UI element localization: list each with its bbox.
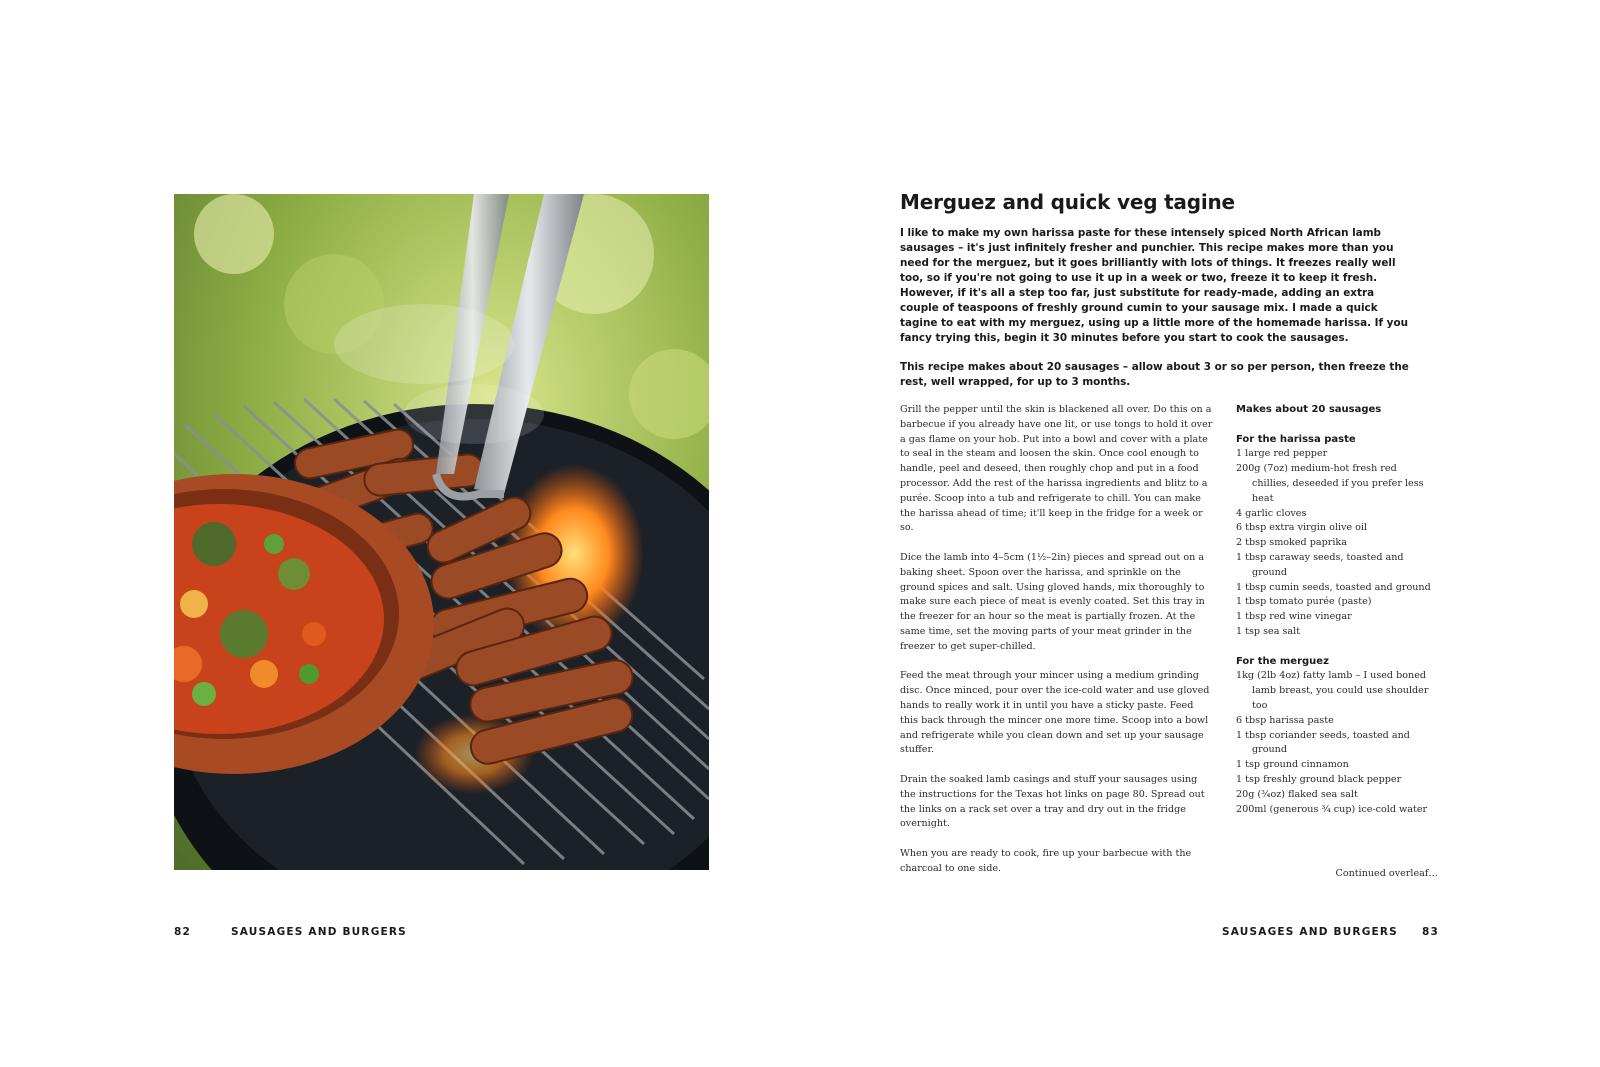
ingredient-item: 1 tbsp red wine vinegar	[1236, 611, 1352, 623]
right-running-head: SAUSAGES AND BURGERS	[1222, 926, 1398, 938]
recipe-yield-note: This recipe makes about 20 sausages – allow about 3 or so per person, then freeze the rest, well wrapped, for up to 3 months.	[900, 361, 1409, 388]
ingredient-item: 1 tbsp tomato purée (paste)	[1236, 596, 1372, 608]
ingredient-item: 1 tsp ground cinnamon	[1236, 759, 1349, 771]
grill-illustration	[174, 194, 709, 870]
left-page-number: 82	[174, 926, 192, 938]
ingredient-item: 1 tbsp caraway seeds, toasted and ground	[1236, 551, 1404, 578]
ingredient-item: 1 tsp sea salt	[1236, 625, 1301, 637]
ingredients-column	[1236, 403, 1436, 891]
ingredient-item: 200g (7oz) medium-hot fresh red chillies, deseeded if you prefer less heat	[1236, 463, 1424, 504]
continued-note: Continued overleaf…	[1335, 868, 1438, 879]
recipe-title: Merguez and quick veg tagine	[900, 190, 1235, 214]
method-step: Feed the meat through your mincer using a medium grinding disc. Once minced, pour over the ice-cold water and use gloved hands to really work it in until you have a sticky paste. Feed this back through the mincer one more time. Scoop into a bowl and refrigerate while you clean down and set up your sausage stuffer.	[900, 670, 1210, 756]
method-step: Grill the pepper until the skin is blackened all over. Do this on a barbecue if you already have one lit, or use tongs to hold it over a gas flame on your hob. Put into a bowl and cover with a plate to seal in the steam and loosen the skin. Once cool enough to handle, peel and deseed, then roughly chop and put in a food processor. Add the rest of the harissa ingredients and blitz to a purée. Scoop into a tub and refrigerate to chill. You can make the harissa ahead of time; it'll keep in the fridge for a week or so.	[900, 404, 1213, 534]
merguez-ingredients	[1236, 669, 1436, 817]
ingredient-item: 6 tbsp harissa paste	[1236, 714, 1334, 726]
method-column	[900, 403, 1214, 891]
makes-heading: Makes about 20 sausages	[1236, 404, 1382, 415]
harissa-ingredients	[1236, 447, 1436, 639]
ingredient-item: 2 tbsp smoked paprika	[1236, 537, 1347, 549]
ingredient-item: 1 tsp freshly ground black pepper	[1236, 773, 1402, 785]
right-page-number: 83	[1422, 926, 1440, 938]
merguez-heading: For the merguez	[1236, 655, 1329, 667]
grill-photo	[174, 194, 709, 870]
ingredient-item: 200ml (generous ¾ cup) ice-cold water	[1236, 803, 1428, 815]
ingredient-item: 4 garlic cloves	[1236, 507, 1307, 519]
ingredient-item: 1 large red pepper	[1236, 448, 1328, 460]
recipe-page	[900, 190, 1440, 891]
ingredient-item: 1kg (2lb 4oz) fatty lamb – I used boned lamb breast, you could use shoulder too	[1236, 670, 1429, 711]
harissa-heading: For the harissa paste	[1236, 433, 1356, 445]
ingredient-item: 20g (¾oz) flaked sea salt	[1236, 788, 1358, 800]
method-step: Drain the soaked lamb casings and stuff your sausages using the instructions for the Texas hot links on page 80. Spread out the links on a rack set over a tray and dry out in the fridge overnight.	[900, 773, 1205, 830]
method-step: Dice the lamb into 4–5cm (1½–2in) pieces and spread out on a baking sheet. Spoon over the harissa, and sprinkle on the ground spices and salt. Using gloved hands, mix thoroughly to make sure each piece of meat is evenly coated. Set this tray in the freezer for an hour so the meat is partially frozen. At the same time, set the moving parts of your meat grinder in the freezer to get super-chilled.	[900, 551, 1205, 652]
recipe-intro: I like to make my own harissa paste for these intensely spiced North African lamb sausages – it's just infinitely fresher and punchier. This recipe makes more than you need for the merguez, but it goes brilliantly with lots of things. It freezes really well too, so if you're not going to use it up in a week or two, freeze it to keep it fresh. However, if it's all a step too far, just substitute for ready-made, adding an extra couple of teaspoons of freshly ground cumin to your sausage mix. I made a quick tagine to eat with my merguez, using up a little more of the homemade harissa. If you fancy trying this, begin it 30 minutes before you start to cook the sausages.	[900, 227, 1408, 344]
recipe-columns	[900, 403, 1440, 891]
ingredient-item: 6 tbsp extra virgin olive oil	[1236, 522, 1368, 534]
left-running-head: SAUSAGES AND BURGERS	[231, 926, 407, 938]
method-step: When you are ready to cook, fire up your barbecue with the charcoal to one side.	[900, 847, 1192, 874]
ingredient-item: 1 tbsp coriander seeds, toasted and ground	[1236, 729, 1410, 756]
ingredient-item: 1 tbsp cumin seeds, toasted and ground	[1236, 581, 1431, 593]
